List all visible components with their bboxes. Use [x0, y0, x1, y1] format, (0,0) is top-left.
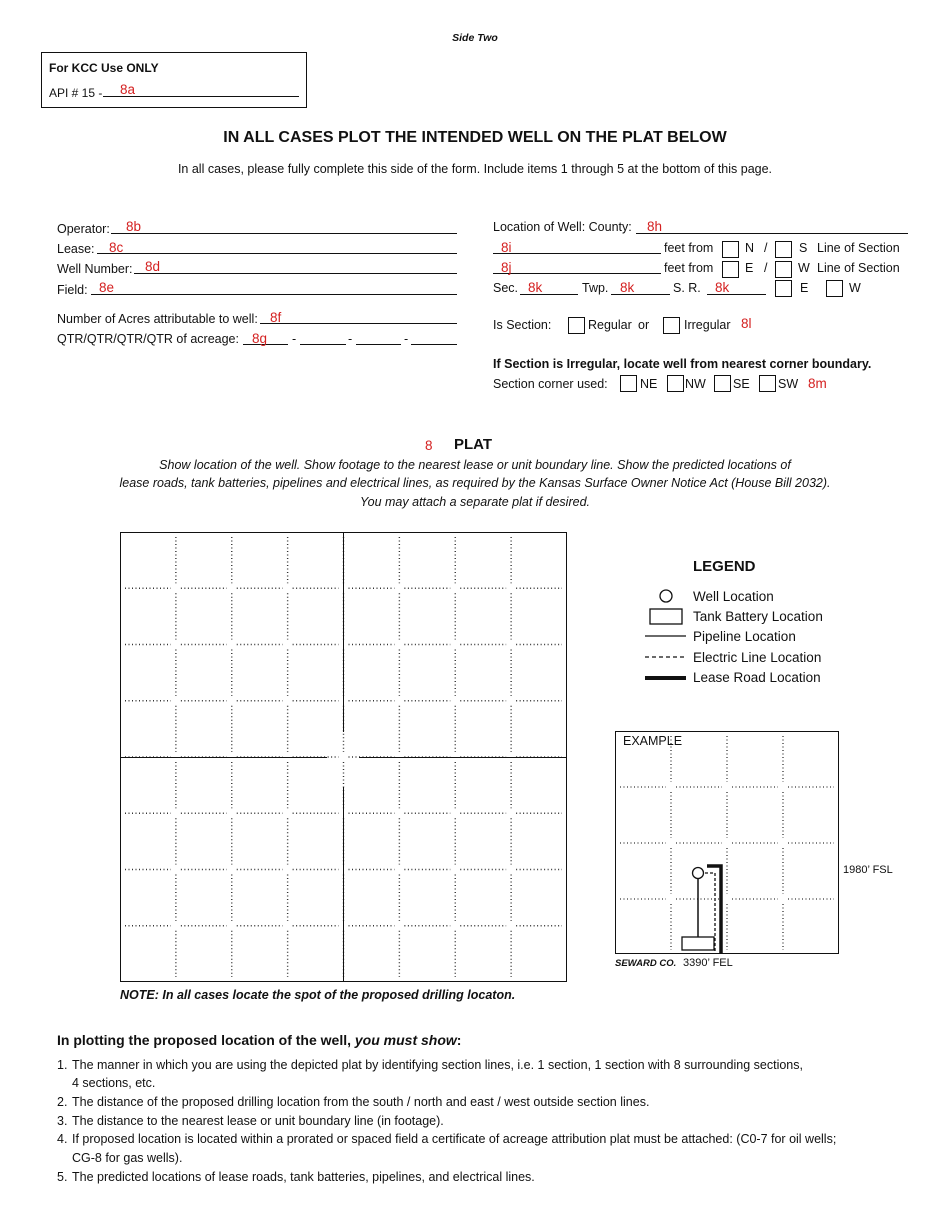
county-field[interactable]	[636, 233, 908, 234]
side-label: Side Two	[452, 32, 498, 44]
feet-from-ns: feet from	[664, 241, 714, 255]
county-value: 8h	[647, 219, 663, 234]
example-fel: 3390’ FEL	[683, 957, 733, 969]
corner-value: 8m	[808, 376, 827, 391]
instructions-title-c: :	[456, 1032, 462, 1048]
e-checkbox[interactable]	[722, 261, 739, 278]
instruction-1-num: 1.	[57, 1058, 68, 1072]
acres-label: Number of Acres attributable to well:	[57, 312, 258, 326]
se-checkbox[interactable]	[714, 375, 731, 392]
qtr-dash-1: -	[292, 332, 297, 346]
ew-feet-value: 8j	[501, 260, 512, 275]
legend-well-location: Well Location	[693, 589, 774, 604]
instruction-2-text: The distance of the proposed drilling location from the south / north and east / west outside section lines.	[72, 1095, 650, 1109]
api-value: 8a	[120, 82, 136, 97]
qtr-dash-3: -	[404, 332, 409, 346]
lease-label: Lease:	[57, 242, 95, 256]
well-number-value: 8d	[145, 259, 161, 274]
ew-slash: /	[764, 261, 768, 275]
w-label: W	[798, 261, 810, 275]
qtr-dash-2: -	[348, 332, 353, 346]
instructions-title-a: In plotting the proposed location of the well,	[57, 1032, 355, 1048]
is-section-label: Is Section:	[493, 318, 552, 332]
api-label: API # 15 -	[49, 86, 103, 100]
well-number-label: Well Number:	[57, 262, 133, 276]
qtr-field-3[interactable]	[356, 344, 401, 345]
operator-label: Operator:	[57, 222, 110, 236]
acres-value: 8f	[270, 310, 282, 325]
instruction-5-text: The predicted locations of lease roads, tank batteries, pipelines, and electrical lines.	[72, 1170, 535, 1184]
plat-note: NOTE: In all cases locate the spot of the proposed drilling locaton.	[120, 988, 516, 1002]
qtr-field-4[interactable]	[411, 344, 457, 345]
twp-value: 8k	[620, 280, 635, 295]
sw-checkbox[interactable]	[759, 375, 776, 392]
instruction-1-text-cont: 4 sections, etc.	[72, 1076, 156, 1090]
ns-feet-field[interactable]	[493, 253, 661, 254]
field-value: 8e	[99, 280, 115, 295]
e-label: E	[745, 261, 754, 275]
instruction-5-num: 5.	[57, 1170, 68, 1184]
well-number-field[interactable]	[134, 273, 457, 274]
county-label: Location of Well: County:	[493, 220, 632, 234]
plat-instruction-2: lease roads, tank batteries, pipelines and electrical lines, as required by the Kansas Surface Owner Notice Act (House Bill 2032).	[119, 476, 831, 490]
irregular-label: Irregular	[684, 318, 731, 332]
well-location-icon	[660, 590, 672, 602]
operator-field[interactable]	[111, 233, 457, 234]
example-fsl: 1980’ FSL	[843, 864, 893, 876]
sec-value: 8k	[528, 280, 543, 295]
plat-grid[interactable]	[120, 532, 567, 982]
example-well-icon	[693, 868, 704, 879]
irregular-note: If Section is Irregular, locate well from nearest corner boundary.	[493, 357, 872, 371]
legend-lease-road: Lease Road Location	[693, 670, 821, 685]
example-label: EXAMPLE	[623, 734, 683, 748]
corner-label: Section corner used:	[493, 377, 608, 391]
range-w-label: W	[849, 281, 861, 295]
sec-label: Sec.	[493, 281, 519, 295]
field-field[interactable]	[91, 294, 457, 295]
example-county: SEWARD CO.	[615, 958, 677, 969]
field-label: Field:	[57, 283, 88, 297]
tank-battery-icon	[650, 609, 682, 624]
nw-checkbox[interactable]	[667, 375, 684, 392]
legend-pipeline: Pipeline Location	[693, 629, 796, 644]
legend-title: LEGEND	[693, 558, 756, 575]
nw-label: NW	[685, 377, 706, 391]
example-tank-battery-icon	[682, 937, 714, 950]
instruction-2-num: 2.	[57, 1095, 68, 1109]
s-label: S	[799, 241, 808, 255]
kcc-title: For KCC Use ONLY	[49, 61, 159, 75]
lease-value: 8c	[109, 240, 124, 255]
instruction-3-num: 3.	[57, 1114, 68, 1128]
range-w-checkbox[interactable]	[826, 280, 843, 297]
twp-label: Twp.	[582, 281, 609, 295]
instruction-4-text-cont: CG-8 for gas wells).	[72, 1151, 183, 1165]
range-e-checkbox[interactable]	[775, 280, 792, 297]
qtr-label: QTR/QTR/QTR/QTR of acreage:	[57, 332, 239, 346]
acres-field[interactable]	[260, 323, 457, 324]
ne-checkbox[interactable]	[620, 375, 637, 392]
legend-symbols	[640, 585, 690, 690]
plat-title: PLAT	[454, 436, 493, 453]
ew-feet-field[interactable]	[493, 273, 661, 274]
w-checkbox[interactable]	[775, 261, 792, 278]
s-checkbox[interactable]	[775, 241, 792, 258]
qtr-field-2[interactable]	[300, 344, 346, 345]
section-value: 8l	[741, 316, 752, 331]
instructions-title-b: you must show	[354, 1032, 457, 1048]
se-label: SE	[733, 377, 750, 391]
page-subtitle: In all cases, please fully complete this side of the form. Include items 1 through 5 at the bottom of this page.	[177, 162, 773, 176]
range-value: 8k	[715, 280, 730, 295]
n-checkbox[interactable]	[722, 241, 739, 258]
ns-line-of-section: Line of Section	[817, 241, 900, 255]
operator-value: 8b	[126, 219, 142, 234]
instructions-title	[57, 1032, 461, 1048]
ew-line-of-section: Line of Section	[817, 261, 900, 275]
sw-label: SW	[778, 377, 799, 391]
plat-instruction-3: You may attach a separate plat if desired.	[360, 495, 590, 509]
instruction-3-text: The distance to the nearest lease or unit boundary line (in footage).	[72, 1114, 444, 1128]
regular-label: Regular	[588, 318, 632, 332]
instruction-4-text: If proposed location is located within a prorated or spaced field a certificate of acreage attribution plat must be attached: (C0-7 for oil wells;	[72, 1132, 837, 1146]
instruction-1-text: The manner in which you are using the depicted plat by identifying section lines, i.e. 1 section, 1 section with 8 surrounding sections,	[72, 1058, 803, 1072]
ns-slash: /	[764, 241, 768, 255]
lease-field[interactable]	[97, 253, 457, 254]
ns-feet-value: 8i	[501, 240, 512, 255]
plat-instruction-1: Show location of the well. Show footage to the nearest lease or unit boundary line. Show the predicted locations of	[159, 458, 791, 472]
example-plat	[615, 731, 839, 955]
page-title: IN ALL CASES PLOT THE INTENDED WELL ON THE PLAT BELOW	[223, 129, 727, 146]
or-label: or	[638, 318, 650, 332]
irregular-checkbox[interactable]	[663, 317, 680, 334]
legend-electric-line: Electric Line Location	[693, 650, 822, 665]
n-label: N	[745, 241, 755, 255]
feet-from-ew: feet from	[664, 261, 714, 275]
qtr-value: 8g	[252, 331, 268, 346]
sr-label: S. R.	[673, 281, 701, 295]
kcc-use-box	[41, 52, 307, 108]
regular-checkbox[interactable]	[568, 317, 585, 334]
plat-number: 8	[425, 438, 433, 453]
legend-tank-battery: Tank Battery Location	[693, 609, 823, 624]
ne-label: NE	[640, 377, 658, 391]
instruction-4-num: 4.	[57, 1132, 68, 1146]
range-e-label: E	[800, 281, 809, 295]
